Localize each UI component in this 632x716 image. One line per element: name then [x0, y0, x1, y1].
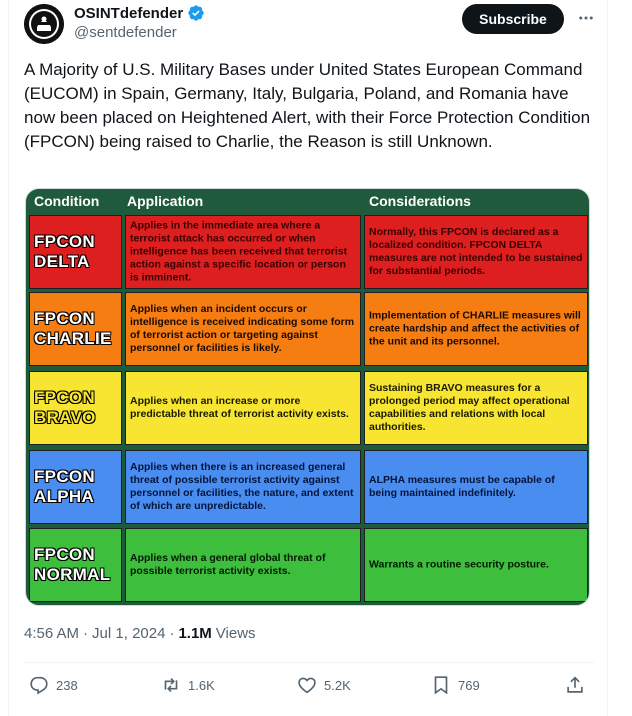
views-label: Views — [215, 625, 256, 642]
condition-label: FPCON DELTA — [34, 232, 95, 271]
condition-label: FPCON BRAVO — [34, 388, 96, 427]
subscribe-button[interactable]: Subscribe — [462, 4, 564, 34]
tweet-time[interactable]: 4:56 AM — [24, 625, 80, 642]
condition-label: FPCON NORMAL — [34, 545, 111, 584]
like-button[interactable] — [296, 674, 351, 696]
fpcon-row-normal — [29, 528, 588, 602]
header-condition: Condition — [34, 193, 100, 209]
fpcon-row-charlie — [29, 292, 588, 366]
osint-logo-icon — [24, 4, 64, 44]
more-options-icon[interactable] — [574, 6, 598, 30]
fpcon-row-bravo — [29, 371, 588, 445]
application-text: Applies when a general global threat of possible terrorist activity exists. — [130, 552, 326, 577]
header-considerations: Considerations — [369, 193, 471, 209]
header-application: Application — [127, 193, 204, 209]
application-text: Applies when an increase or more predictable threat of terrorist activity exists. — [130, 395, 349, 420]
avatar[interactable] — [24, 4, 64, 44]
condition-label: FPCON ALPHA — [34, 467, 95, 506]
repost-count: 1.6K — [188, 677, 215, 693]
fpcon-row-delta — [29, 215, 588, 289]
verified-badge-icon — [187, 4, 205, 22]
share-icon — [564, 674, 586, 696]
heart-icon — [296, 674, 318, 696]
share-button[interactable] — [564, 674, 586, 696]
author-name-row[interactable] — [74, 4, 205, 22]
application-text: Applies in the immediate area where a terrorist attack has occurred or when intelligence has been received that terrorist action against a specific location or person is imminent. — [130, 219, 348, 284]
tweet-media-image[interactable] — [25, 188, 590, 606]
fpcon-row-alpha — [29, 450, 588, 524]
table-header — [26, 189, 589, 215]
considerations-text: Sustaining BRAVO measures for a prolonged period may affect operational capabilities and relations with local authorities. — [369, 382, 570, 433]
reply-count: 238 — [56, 677, 78, 693]
bookmark-count: 769 — [458, 677, 480, 693]
meta-separator: · — [169, 625, 175, 642]
tweet-date[interactable]: Jul 1, 2024 — [92, 625, 166, 642]
reply-button[interactable] — [28, 674, 78, 696]
bookmark-button[interactable] — [430, 674, 480, 696]
repost-button[interactable] — [160, 674, 215, 696]
views-count: 1.1M — [178, 625, 212, 642]
reply-icon — [28, 674, 50, 696]
tweet-text: A Majority of U.S. Military Bases under United States European Command (EUCOM) in Spain, Germany, Italy, Bulgaria, Poland, and Romania have now been placed on Heightened Alert, with their Force Protection Condition (FPCON) being raised to Charlie, the Reason is still Unknown. — [24, 60, 591, 151]
considerations-text: Normally, this FPCON is declared as a localized condition. FPCON DELTA measures are not intended to be sustained for substantial periods. — [369, 226, 583, 277]
application-text: Applies when an incident occurs or intelligence is received indicating some form of terrorist action or targeting against personnel or facilities is likely. — [130, 303, 355, 354]
considerations-text: ALPHA measures must be capable of being maintained indefinitely. — [369, 474, 555, 499]
like-count: 5.2K — [324, 677, 351, 693]
considerations-text: Warrants a routine security posture. — [369, 558, 549, 571]
considerations-text: Implementation of CHARLIE measures will create hardship and affect the activities of the unit and its personnel. — [369, 309, 581, 348]
repost-icon — [160, 674, 182, 696]
tweet-meta — [24, 625, 256, 642]
condition-label: FPCON CHARLIE — [34, 309, 112, 348]
divider — [24, 662, 594, 663]
meta-separator: · — [83, 625, 89, 642]
author-handle[interactable]: @sentdefender — [74, 24, 177, 41]
display-name[interactable]: OSINTdefender — [74, 4, 184, 22]
application-text: Applies when there is an increased general threat of possible terrorist activity against personnel or facilities, the nature, and extent of which are unpredictable. — [130, 461, 354, 512]
bookmark-icon — [430, 674, 452, 696]
